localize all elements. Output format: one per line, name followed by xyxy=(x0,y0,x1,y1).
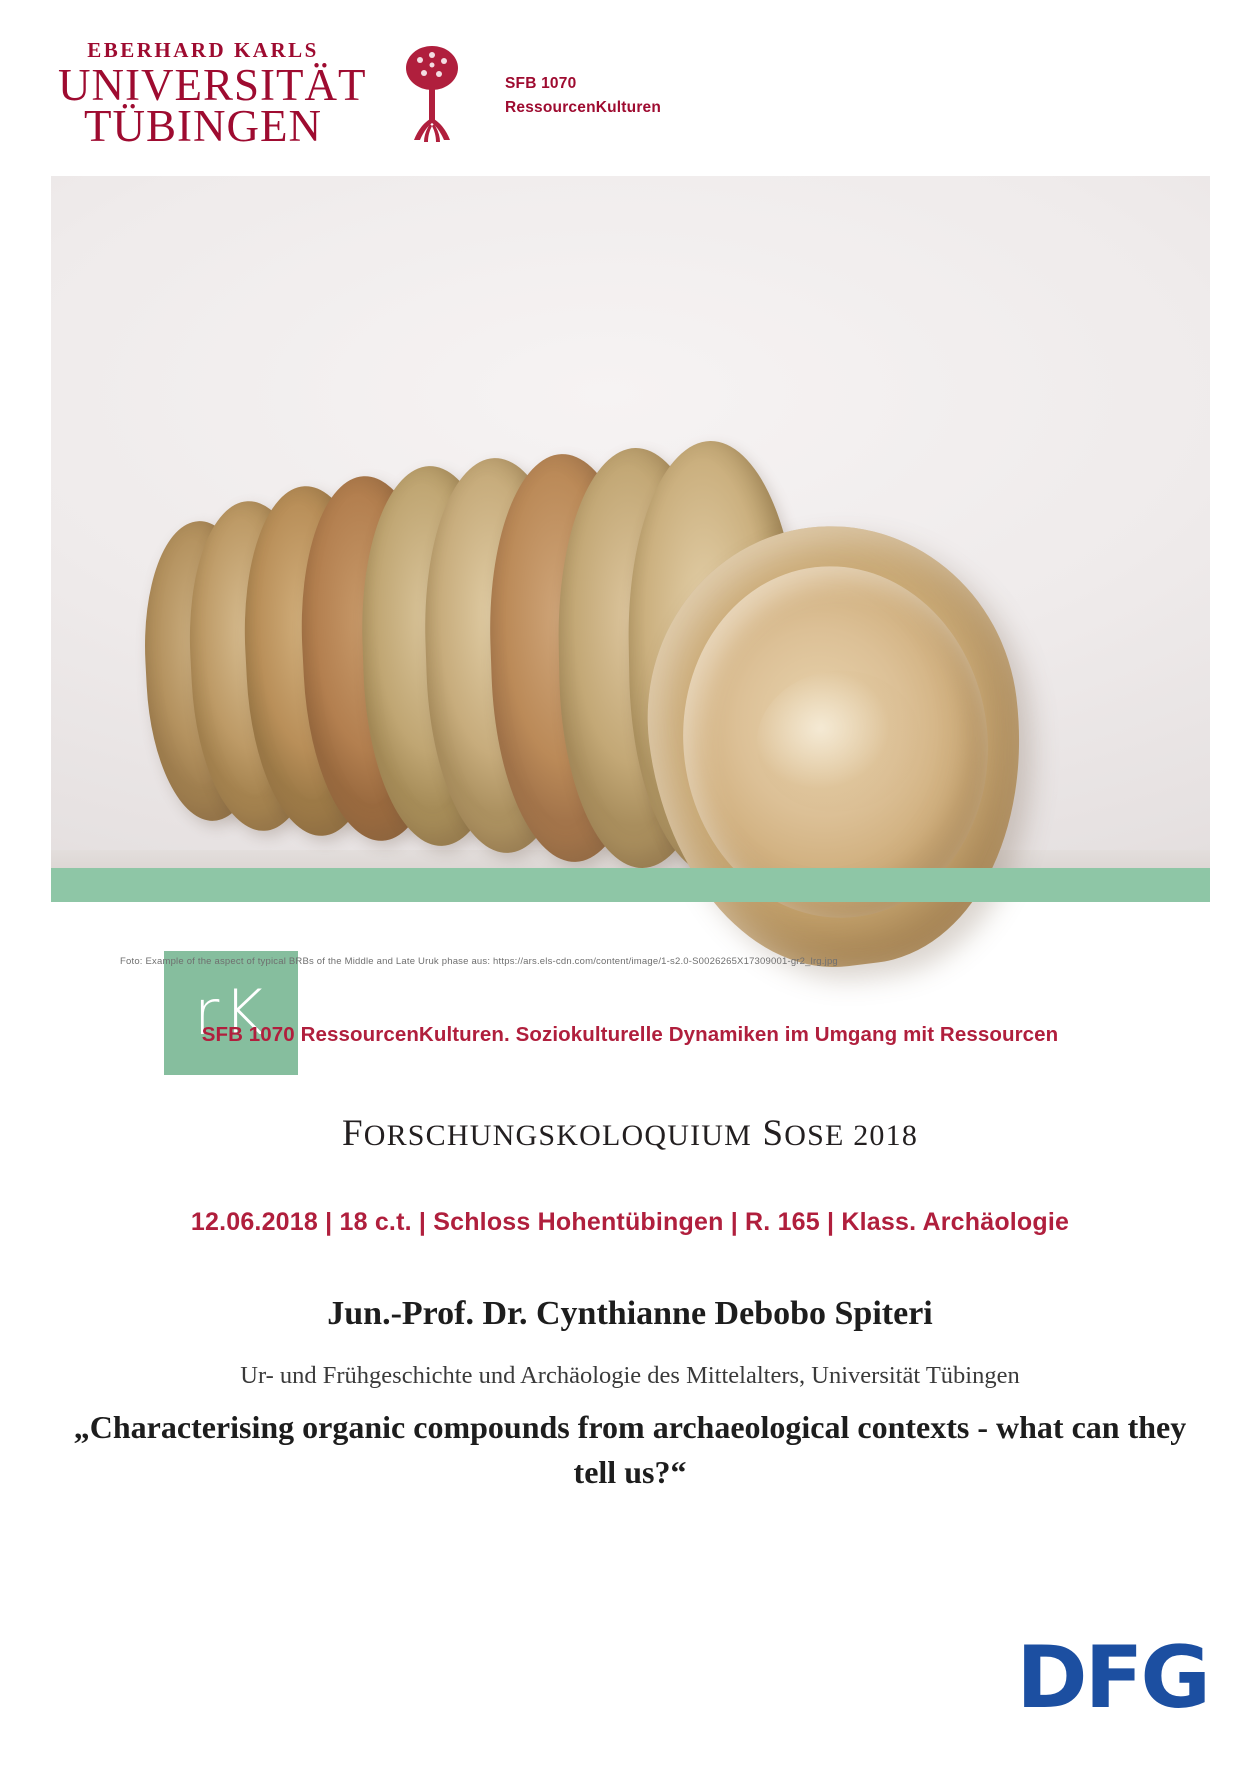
university-logo-line1: EBERHARD KARLS xyxy=(87,38,319,62)
bevel-rim-bowls-illustration xyxy=(51,176,1210,902)
event-title-se2018: SE 2018 xyxy=(807,1119,919,1152)
front-bowl-highlight xyxy=(749,661,929,821)
university-logo-line2: UNIVERSITÄT xyxy=(58,60,367,110)
sfb-label xyxy=(505,72,661,120)
photo-credit: Foto: Example of the aspect of typical BRBs of the Middle and Late Uruk phase aus: https://ars.els-cdn.com/content/image/1-s2.0-S0026265X17309001-gr2_lrg.jpg xyxy=(120,956,838,967)
university-logo xyxy=(58,38,367,151)
event-details: 12.06.2018 | 18 c.t. | Schloss Hohentübingen | R. 165 | Klass. Archäologie xyxy=(190,1208,1070,1236)
rk-badge: rK xyxy=(164,951,298,1075)
speaker-affiliation: Ur- und Frühgeschichte und Archäologie des Mittelalters, Universität Tübingen xyxy=(240,1362,1020,1389)
speaker-name: Jun.-Prof. Dr. Cynthianne Debobo Spiteri xyxy=(327,1295,933,1332)
sfb-label-line1: SFB 1070 xyxy=(505,75,577,92)
sfb-label-line2: RessourcenKulturen xyxy=(505,99,662,117)
event-title-s: S xyxy=(752,1113,785,1154)
dfg-logo: DFG xyxy=(1016,1628,1208,1728)
event-title xyxy=(0,1112,1260,1155)
university-logo-line3: TÜBINGEN xyxy=(84,101,322,151)
sfb-tree-icon xyxy=(400,42,464,146)
green-divider-bar xyxy=(51,868,1210,902)
poster-header xyxy=(0,0,1260,185)
event-title-orschungskoloquium: ORSCHUNGSKOLOQUIUM xyxy=(363,1119,753,1152)
talk-title: „Characterising organic compounds from archaeological contexts - what can they tell us?“ xyxy=(73,1409,1187,1491)
event-title-o: O xyxy=(784,1119,808,1152)
sfb-subtitle: SFB 1070 RessourcenKulturen. Soziokulturelle Dynamiken im Umgang mit Ressourcen xyxy=(201,1023,1059,1046)
event-title-f: F xyxy=(341,1113,364,1154)
